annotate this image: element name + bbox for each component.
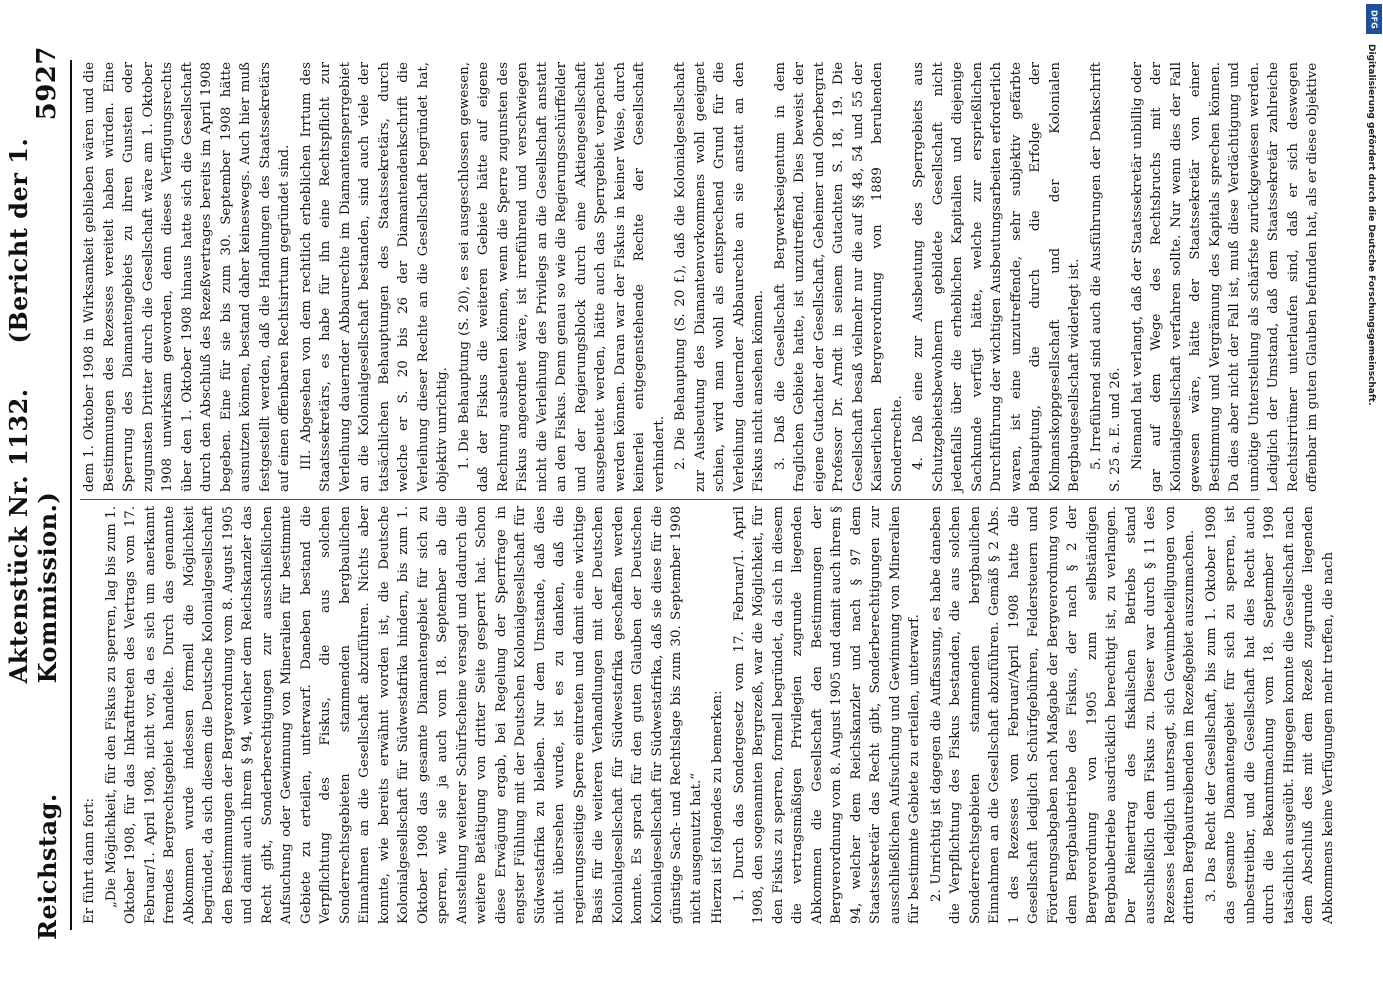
header-rule	[70, 60, 72, 930]
header-subtitle: (Bericht der 1. Kommission.)	[4, 137, 62, 684]
point-paragraph: 3. Das Recht der Gesellschaft, bis zum 1. Oktober 1908 das gesamte Diamantengebiet für sich zu sperren, ist unbestreitbar, und die Gesellschaft hat dies Recht auch durch die Bekanntmachung vom 18. September 1908 tatsächlich ausgeübt. Hingegen konnte die Gesellschaft nach dem Abschluß des mit dem Rezeß zugrunde liegenden Abkommens keine Verfügungen mehr treffen, die nach	[1203, 506, 1336, 924]
column-divider	[80, 499, 1260, 500]
right-column	[80, 62, 1320, 492]
quote-paragraph: „Die Möglichkeit, für den Fiskus zu sperren, lag bis zum 1. Oktober 1908, für das Inkrafttreten des Vertrags vom 17. Februar/1. April 1908, nicht vor, da es sich um anerkannt fremdes Bergrechtsgebiet handelte. Durch das genannte Abkommen wurde indessen formell die Möglichkeit begründet, da sich diesem die Deutsche Kolonialgesellschaft den Bestimmungen der Bergverordnung vom 8. August 1905 und damit auch ihrem § 94, welcher dem Reichskanzler das Recht gibt, Sonderberechtigungen zur ausschließlichen Aufsuchung oder Gewinnung von Mineralien für bestimmte Gebiete zu erteilen, unterwarf. Daneben bestand die Verpflichtung des Fiskus, die aus solchen Sonderrechtsgebieten stammenden bergbaulichen Einnahmen an die Gesellschaft abzuführen. Nichts aber konnte, wie bereits erwähnt worden ist, die Deutsche Kolonialgesellschaft für Südwestafrika hindern, bis zum 1. Oktober 1908 das gesamte Diamantengebiet für sich zu sperren, wie sie ja auch vom 18. September ab die Ausstellung weiterer Schürfscheine versagt und dadurch die weitere Betätigung von dritter Seite gesperrt hat. Schon diese Erwägung ergab, bei Regelung der Sperrfrage in engster Fühlung mit der Deutschen Kolonialgesellschaft für Südwestafrika zu bleiben. Nur dem Umstande, daß dies nicht übersehen wurde, ist es zu danken, daß die regierungsseitige Sperre eintreten und damit eine wichtige Basis für die weiteren Verhandlungen mit der Deutschen Kolonialgesellschaft für Südwestafrika geschaffen werden konnte. Es sprach für den guten Glauben der Deutschen Kolonialgesellschaft für Südwestafrika, daß sie diese für die günstige Sach- und Rechtslage bis zum 30. September 1908 nicht ausgenutzt hat.“	[103, 506, 704, 924]
left-column	[80, 506, 1336, 924]
body-paragraph: 5. Irreführend sind auch die Ausführungen der Denkschrift S. 25 a. E. und 26.	[1088, 62, 1123, 492]
page-header	[4, 0, 62, 1000]
body-paragraph: III. Abgesehen von dem rechtlich erheblichen Irrtum des Staatssekretärs, es habe für ihn eine Rechtspflicht zur Verleihung dauernder Abbaurechte im Diamantensperrgebiet an die Kolonialgesellschaft bestanden, sind auch viele der tatsächlichen Behauptungen des Staatssekretärs, durch welche er S. 20 bis 26 der Diamantendenkschrift die Verleihung dieser Rechte an die Gesellschaft begründet hat, objektiv unrichtig.	[298, 62, 450, 492]
intro-text: Er führt dann fort:	[82, 797, 97, 924]
header-left: Reichstag.	[33, 793, 62, 940]
body-paragraph: Niemand hat verlangt, daß der Staatssekretär unbillig oder gar auf dem Wege des Rechtsbruchs mit der Kolonialgesellschaft verfahren sollte. Nur wenn dies der Fall gewesen wäre, hätte der Staatssekretär von einer Bestimmung und Vergrämung des Kapitals sprechen können. Da dies aber nicht der Fall ist, muß diese Verdächtigung und unnötige Unterstellung als schärfste zurückgewiesen werden. Lediglich der Umstand, daß dem Staatssekretär zahlreiche Rechtsirrtümer unterlaufen sind, daß er sich deswegen offenbar im guten Glauben befunden hat, als er diese objektive	[1129, 62, 1320, 492]
header-title-group	[4, 120, 62, 793]
remarks-intro: Hierzu ist folgendes zu bemerken:	[710, 690, 725, 924]
dfg-logo-badge: DFG	[1366, 4, 1382, 34]
body-paragraph: 3. Daß die Gesellschaft Bergwerkseigentum in dem fraglichen Gebiete hatte, ist unzutreffend. Dies beweist der eigene Gutachter der Gesellschaft, Geheimer und Oberbergrat Professor Dr. Arndt in seinem Gutachten S. 18, 19. Die Gesellschaft besaß vielmehr nur die auf §§ 48, 54 und 55 der Kaiserlichen Bergverordnung von 1889 beruhenden Sonderrechte.	[772, 62, 905, 492]
point-paragraph: 2. Unrichtig ist dagegen die Auffassung, es habe daneben die Verpflichtung des Fiskus bestanden, die aus solchen Sonderrechtsgebieten stammenden bergbaulichen Einnahmen an die Gesellschaft abzuführen. Gemäß § 2 Abs. 1 des Rezesses vom Februar/April 1908 hatte die Gesellschaft lediglich Schürfgebühren, Feldersteuern und Förderungsabgaben nach Maßgabe der Bergverordnung von dem Bergbaubetriebe des Fiskus, der nach § 2 der Bergverordnung von 1905 zum selbständigen Bergbaubetriebe ausdrücklich berechtigt ist, zu verlangen. Der Reinertrag des fiskalischen Betriebs stand ausschließlich dem Fiskus zu. Dieser war durch § 11 des Rezesses lediglich untersagt, sich Gewinnbeteiligungen von dritten Bergbautreibenden im Rezeßgebiet auszumachen.	[928, 506, 1197, 924]
body-paragraph: 1. Die Behauptung (S. 20), es sei ausgeschlossen gewesen, daß der Fiskus die weiteren Gebiete hätte auf eigene Rechnung ausbeuten können, wenn die Sperre zugunsten des Fiskus angeordnet wäre, ist irreführend und verschwiegen nicht die Verleihung des Privilegs an die Gesellschaft anstatt an den Fiskus. Denn genau so wie die Regierungsschürffelder und der Regierungsblock durch eine Aktiengesellschaft ausgebeutet werden, hätte auch das Sperrgebiet verpachtet werden können. Daran war der Fiskus in keiner Weise, durch keinerlei entgegenstehende Rechte der Gesellschaft verhindert.	[456, 62, 667, 492]
body-paragraph: dem 1. Oktober 1908 in Wirksamkeit geblieben wären und die Bestimmungen des Rezesses vereitelt haben würden. Eine Sperrung des Diamantengebiets zu ihren Gunsten oder zugunsten Dritter durch die Gesellschaft wäre am 1. Oktober 1908 unwirksam geworden, denn dieses Verfügungsrechts über den 1. Oktober 1908 hinaus hatte sich die Gesellschaft durch den Abschluß des Rezeßvertrages bereits im April 1908 begeben. Eine für sie bis zum 30. September 1908 hätte ausnutzen können, bestand daher keineswegs. Auch hier muß festgestellt werden, daß die Handlungen des Staatssekretärs auf einen offenbaren Rechtsirrtum gegründet sind.	[82, 62, 292, 492]
header-title: Aktenstück Nr. 1132.	[4, 388, 33, 684]
body-paragraph: 4. Daß eine zur Ausbeutung des Sperrgebiets aus Schutzgebietsbewohnern gebildete Gesellschaft nicht jedenfalls über die erheblichen Kapitalien und diejenige Sachkunde verfügt hätte, welche zur ersprießlichen Durchführung der wichtigen Ausbeutungsarbeiten erforderlich waren, ist eine unzutreffende, sehr subjektiv gefärbte Behauptung, die durch die Erfolge der Kolmanskoppgesellschaft und der Kolonialen Bergbaugesellschaft widerlegt ist.	[911, 62, 1082, 492]
point-paragraph: 1. Durch das Sondergesetz vom 17. Februar/1. April 1908, den sogenannten Bergrezeß, war die Möglichkeit, für den Fiskus zu sperren, formell begründet, da sich in diesem die vertragsmäßigen Privilegien zugrunde liegenden Abkommen die Gesellschaft den Bestimmungen der Bergverordnung vom 8. August 1905 und damit auch ihrem § 94, welcher dem Reichskanzler und nach § 97 dem Staatssekretär das Recht gibt, Sonderberechtigungen zur ausschließlichen Aufsuchung und Gewinnung von Mineralien für bestimmte Gebiete zu erteilen, unterwarf.	[731, 506, 922, 924]
digitization-credit: Digitalisierung gefördert durch die Deutsche Forschungsgemeinschaft.	[1366, 44, 1376, 406]
page-number: 5927	[32, 46, 62, 121]
body-paragraph: 2. Die Behauptung (S. 20 f.), daß die Kolonialgesellschaft zur Ausbeutung des Diamantenvorkommens wohl geeignet schien, wird man wohl als entsprechend Grund für die Verleihung dauernder Abbaurechte an sie anstatt an den Fiskus nicht ansehen können.	[673, 62, 766, 492]
